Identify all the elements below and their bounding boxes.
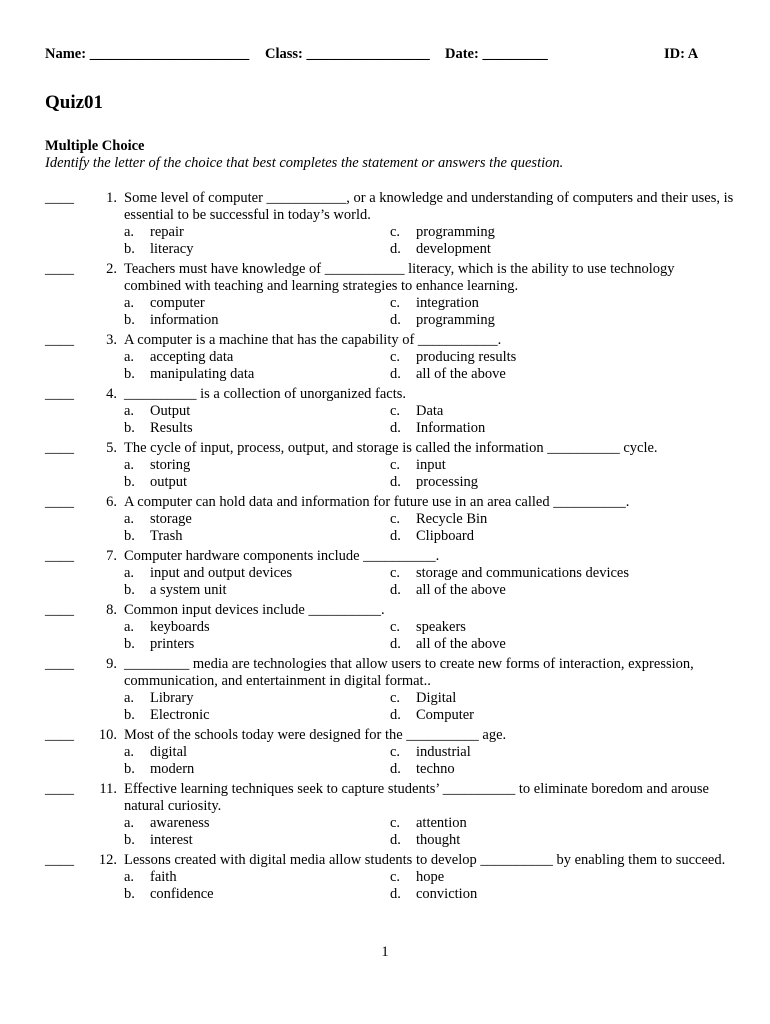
choice-text: Results: [150, 420, 193, 436]
choice-text: producing results: [416, 349, 517, 365]
section-instructions: Identify the letter of the choice that best completes the statement or answers the question.: [45, 155, 564, 171]
question-item: [45, 190, 735, 258]
choice-text: all of the above: [416, 366, 506, 382]
question-number: 11.: [99, 781, 117, 797]
choice-letter: b.: [124, 474, 135, 490]
choice-letter: b.: [124, 241, 135, 257]
answer-blank: ____: [45, 261, 74, 277]
choice-letter: c.: [390, 403, 401, 419]
answer-choice: [124, 420, 390, 437]
choice-text: manipulating data: [150, 366, 255, 382]
choice-text: techno: [416, 761, 455, 777]
choice-letter: a.: [124, 349, 135, 365]
answer-choice: [124, 403, 390, 420]
choice-text: input: [416, 457, 446, 473]
choice-letter: b.: [124, 886, 135, 902]
answer-choice: [124, 761, 390, 778]
question-list: [45, 190, 735, 906]
choice-text: Trash: [150, 528, 183, 544]
choice-text: Computer: [416, 707, 474, 723]
question-item: [45, 852, 735, 903]
question-text: _________ media are technologies that allow users to create new forms of interaction, expression, communication, and entertainment in digital format..: [124, 656, 694, 689]
answer-choice: [390, 636, 690, 653]
answer-choice: [390, 565, 690, 582]
choice-text: attention: [416, 815, 467, 831]
answer-choice: [124, 349, 390, 366]
choice-text: programming: [416, 312, 495, 328]
choice-letter: d.: [390, 832, 401, 848]
answer-blank: ____: [45, 781, 74, 797]
quiz-header: [45, 46, 705, 66]
answer-choices: [124, 511, 735, 545]
choice-letter: a.: [124, 224, 135, 240]
page-title: Quiz01: [45, 92, 104, 113]
choice-letter: d.: [390, 474, 401, 490]
choice-letter: c.: [390, 744, 401, 760]
question-item: [45, 781, 735, 849]
choice-letter: a.: [124, 690, 135, 706]
answer-choice: [390, 528, 690, 545]
answer-choices: [124, 349, 735, 383]
answer-blank: ____: [45, 548, 74, 564]
question-number: 6.: [106, 494, 117, 510]
answer-choice: [124, 707, 390, 724]
question-number: 9.: [106, 656, 117, 672]
choice-text: programming: [416, 224, 495, 240]
answer-choice: [390, 582, 690, 599]
answer-choices: [124, 690, 735, 724]
choice-text: digital: [150, 744, 188, 760]
choice-text: awareness: [150, 815, 210, 831]
answer-choice: [390, 619, 690, 636]
answer-choice: [124, 636, 390, 653]
choice-letter: c.: [390, 511, 401, 527]
answer-blank: ____: [45, 602, 74, 618]
choice-letter: b.: [124, 366, 135, 382]
date-field-label: Date: _________: [445, 46, 548, 62]
answer-choices: [124, 403, 735, 437]
answer-choice: [124, 511, 390, 528]
choice-text: interest: [150, 832, 193, 848]
answer-choices: [124, 565, 735, 599]
choice-text: thought: [416, 832, 461, 848]
question-item: [45, 494, 735, 545]
choice-letter: c.: [390, 619, 401, 635]
question-number: 8.: [106, 602, 117, 618]
answer-choice: [124, 474, 390, 491]
answer-choices: [124, 224, 735, 258]
choice-letter: b.: [124, 832, 135, 848]
class-field-label: Class: _________________: [265, 46, 430, 62]
answer-choice: [124, 869, 390, 886]
choice-letter: d.: [390, 636, 401, 652]
answer-choices: [124, 619, 735, 653]
choice-text: Digital: [416, 690, 457, 706]
choice-text: hope: [416, 869, 445, 885]
choice-text: integration: [416, 295, 479, 311]
answer-choice: [124, 565, 390, 582]
answer-choice: [390, 886, 690, 903]
choice-letter: d.: [390, 761, 401, 777]
answer-blank: ____: [45, 494, 74, 510]
choice-text: modern: [150, 761, 195, 777]
question-item: [45, 332, 735, 383]
choice-text: repair: [150, 224, 184, 240]
answer-choice: [124, 886, 390, 903]
choice-letter: d.: [390, 312, 401, 328]
question-text: Lessons created with digital media allow students to develop __________ by enabling them to succeed.: [124, 852, 726, 868]
answer-blank: ____: [45, 852, 74, 868]
answer-choice: [390, 241, 690, 258]
choice-letter: c.: [390, 815, 401, 831]
question-text: A computer is a machine that has the capability of ___________.: [124, 332, 502, 348]
choice-letter: d.: [390, 366, 401, 382]
answer-choice: [124, 241, 390, 258]
choice-letter: b.: [124, 761, 135, 777]
answer-blank: ____: [45, 656, 74, 672]
answer-choice: [124, 832, 390, 849]
answer-choice: [390, 511, 690, 528]
choice-letter: a.: [124, 744, 135, 760]
answer-choice: [124, 312, 390, 329]
choice-letter: c.: [390, 565, 401, 581]
question-item: [45, 727, 735, 778]
choice-letter: c.: [390, 295, 401, 311]
choice-text: computer: [150, 295, 205, 311]
question-text: Common input devices include __________.: [124, 602, 385, 618]
answer-blank: ____: [45, 440, 74, 456]
choice-letter: d.: [390, 241, 401, 257]
answer-choice: [390, 457, 690, 474]
answer-choice: [124, 619, 390, 636]
question-text: Teachers must have knowledge of ___________ literacy, which is the ability to use technology combined with teaching and learning strategies to enhance learning.: [124, 261, 675, 294]
answer-choice: [390, 420, 690, 437]
answer-choice: [124, 295, 390, 312]
question-item: [45, 440, 735, 491]
question-item: [45, 261, 735, 329]
choice-letter: d.: [390, 886, 401, 902]
choice-letter: c.: [390, 869, 401, 885]
answer-choice: [124, 690, 390, 707]
choice-letter: d.: [390, 528, 401, 544]
choice-text: output: [150, 474, 188, 490]
answer-choice: [390, 403, 690, 420]
choice-letter: b.: [124, 582, 135, 598]
answer-choice: [390, 690, 690, 707]
answer-choice: [124, 744, 390, 761]
choice-letter: b.: [124, 312, 135, 328]
question-number: 2.: [106, 261, 117, 277]
answer-choices: [124, 869, 735, 903]
question-item: [45, 656, 735, 724]
question-text: __________ is a collection of unorganized facts.: [124, 386, 407, 402]
choice-text: all of the above: [416, 582, 506, 598]
choice-text: storage: [150, 511, 192, 527]
choice-text: Clipboard: [416, 528, 474, 544]
choice-text: storing: [150, 457, 191, 473]
question-number: 1.: [106, 190, 117, 206]
answer-choices: [124, 815, 735, 849]
question-number: 10.: [98, 727, 117, 743]
question-number: 5.: [106, 440, 117, 456]
answer-choice: [124, 582, 390, 599]
choice-text: printers: [150, 636, 195, 652]
answer-blank: ____: [45, 386, 74, 402]
answer-blank: ____: [45, 727, 74, 743]
answer-choice: [390, 707, 690, 724]
choice-text: input and output devices: [150, 565, 293, 581]
answer-choice: [390, 869, 690, 886]
choice-text: industrial: [416, 744, 471, 760]
choice-text: a system unit: [150, 582, 227, 598]
choice-letter: a.: [124, 565, 135, 581]
choice-letter: a.: [124, 403, 135, 419]
choice-text: literacy: [150, 241, 194, 257]
choice-text: Library: [150, 690, 194, 706]
choice-text: confidence: [150, 886, 214, 902]
choice-letter: c.: [390, 690, 401, 706]
choice-letter: a.: [124, 869, 135, 885]
choice-letter: b.: [124, 528, 135, 544]
choice-text: Data: [416, 403, 444, 419]
answer-choice: [390, 224, 690, 241]
answer-choice: [124, 224, 390, 241]
answer-choice: [390, 312, 690, 329]
answer-choice: [390, 761, 690, 778]
answer-choice: [390, 349, 690, 366]
answer-choice: [390, 366, 690, 383]
choice-letter: a.: [124, 457, 135, 473]
answer-choice: [390, 474, 690, 491]
question-number: 12.: [98, 852, 117, 868]
question-text: A computer can hold data and information for future use in an area called __________.: [124, 494, 630, 510]
choice-letter: a.: [124, 815, 135, 831]
choice-text: processing: [416, 474, 479, 490]
answer-choice: [124, 815, 390, 832]
choice-letter: c.: [390, 349, 401, 365]
question-number: 3.: [106, 332, 117, 348]
question-item: [45, 386, 735, 437]
answer-choices: [124, 295, 735, 329]
answer-choice: [124, 366, 390, 383]
choice-letter: a.: [124, 511, 135, 527]
choice-text: speakers: [416, 619, 466, 635]
question-text: Some level of computer ___________, or a knowledge and understanding of computers and their uses, is essential to be successful in today’s world.: [124, 190, 734, 223]
choice-letter: d.: [390, 707, 401, 723]
question-text: Computer hardware components include __________.: [124, 548, 440, 564]
section-title: Multiple Choice: [45, 138, 145, 154]
choice-letter: d.: [390, 420, 401, 436]
choice-text: accepting data: [150, 349, 234, 365]
question-text: Effective learning techniques seek to capture students’ __________ to eliminate boredom and arouse natural curiosity.: [124, 781, 709, 814]
choice-text: keyboards: [150, 619, 210, 635]
answer-choices: [124, 744, 735, 778]
choice-letter: b.: [124, 707, 135, 723]
choice-letter: b.: [124, 636, 135, 652]
choice-text: storage and communications devices: [416, 565, 630, 581]
answer-choice: [390, 744, 690, 761]
question-text: Most of the schools today were designed for the __________ age.: [124, 727, 507, 743]
answer-choice: [124, 528, 390, 545]
choice-text: information: [150, 312, 219, 328]
answer-blank: ____: [45, 332, 74, 348]
choice-text: all of the above: [416, 636, 506, 652]
choice-letter: a.: [124, 619, 135, 635]
quiz-id-label: ID: A: [664, 46, 699, 62]
choice-letter: d.: [390, 582, 401, 598]
choice-letter: a.: [124, 295, 135, 311]
choice-letter: b.: [124, 420, 135, 436]
choice-letter: c.: [390, 457, 401, 473]
question-number: 7.: [106, 548, 117, 564]
answer-choice: [390, 815, 690, 832]
answer-choices: [124, 457, 735, 491]
choice-text: Output: [150, 403, 191, 419]
answer-choice: [124, 457, 390, 474]
choice-text: Recycle Bin: [416, 511, 488, 527]
page-number: 1: [381, 944, 389, 960]
choice-letter: c.: [390, 224, 401, 240]
answer-choice: [390, 832, 690, 849]
choice-text: faith: [150, 869, 177, 885]
choice-text: conviction: [416, 886, 478, 902]
question-item: [45, 602, 735, 653]
answer-blank: ____: [45, 190, 74, 206]
question-text: The cycle of input, process, output, and storage is called the information __________ cycle.: [124, 440, 658, 456]
name-field-label: Name: ______________________: [45, 46, 250, 62]
choice-text: development: [416, 241, 491, 257]
choice-text: Electronic: [150, 707, 210, 723]
answer-choice: [390, 295, 690, 312]
question-item: [45, 548, 735, 599]
question-number: 4.: [106, 386, 117, 402]
choice-text: Information: [416, 420, 486, 436]
